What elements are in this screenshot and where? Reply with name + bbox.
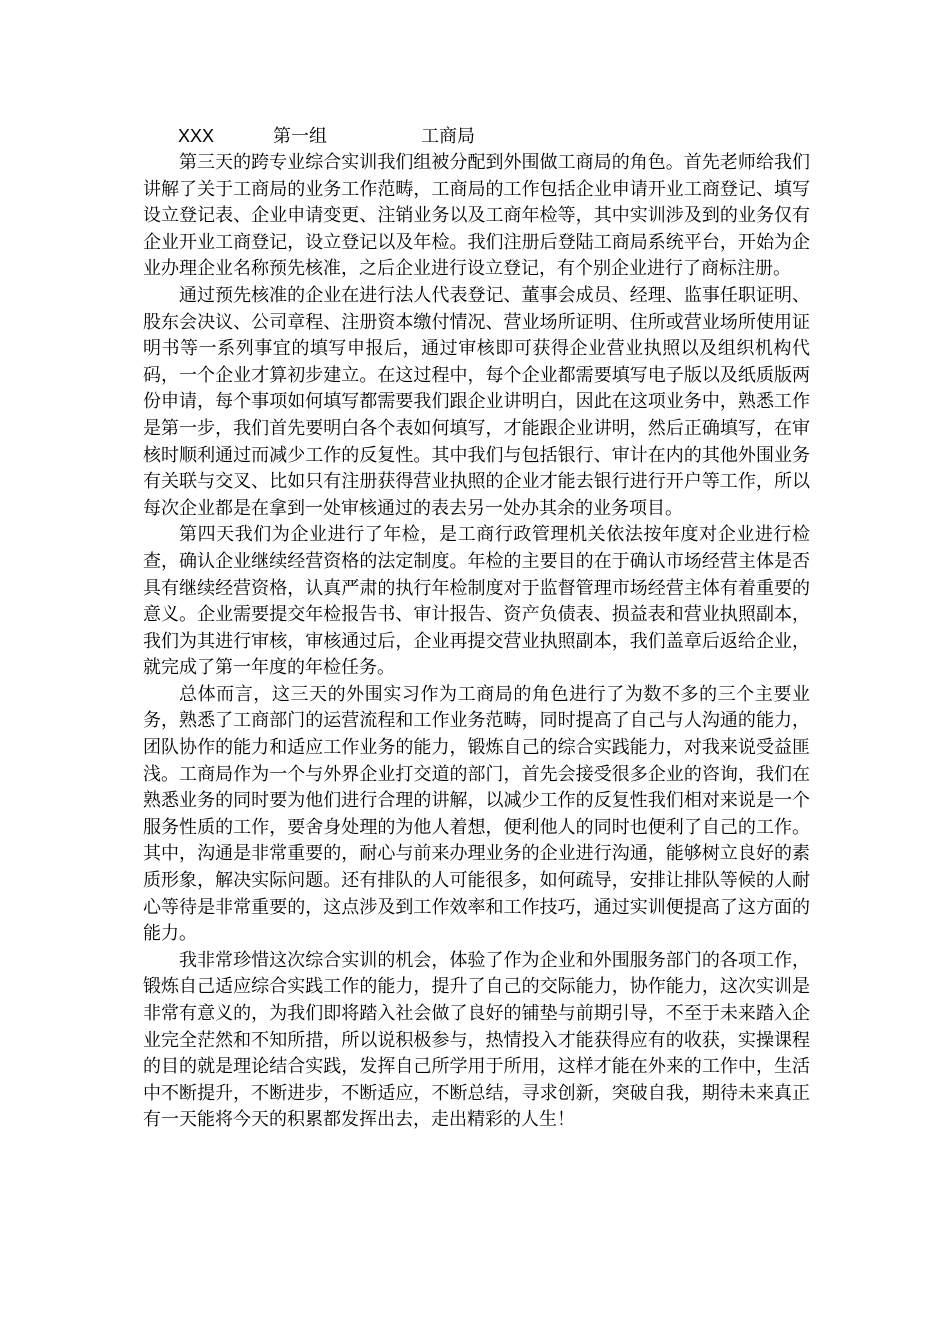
paragraph-summary: 总体而言，这三天的外围实习作为工商局的角色进行了为数不多的三个主要业务，熟悉了工商部门的运营流程和工作业务范畴，同时提高了自己与人沟通的能力，团队协作的能力和适应工作业务的能力，锻炼自己的综合实践能力，对我来说受益匪浅。工商局作为一个与外界企业打交道的部门，首先会接受很多企业的咨询，我们在熟悉业务的同时要为他们进行合理的讲解，以减少工作的反复性我们相对来说是一个服务性质的工作，要舍身处理的为他人着想，便利他人的同时也便利了自己的工作。其中，沟通是非常重要的，耐心与前来办理业务的企业进行沟通，能够树立良好的素质形象，解决实际问题。还有排队的人可能很多，如何疏导，安排让排队等候的人耐心等待是非常重要的，这点涉及到工作效率和工作技巧，通过实训便提高了这方面的能力。 <box>143 683 810 945</box>
document-header <box>143 123 810 150</box>
group-name: 第一组 <box>273 126 327 147</box>
document-body <box>143 123 810 1134</box>
paragraph-conclusion: 我非常珍惜这次综合实训的机会，体验了作为企业和外围服务部门的各项工作，锻炼自己适应综合实践工作的能力，提升了自己的交际能力，协作能力，这次实训是非常有意义的，为我们即将踏入社会做了良好的铺垫与前期引导，不至于未来踏入企业完全茫然和不知所措，所以说积极参与，热情投入才能获得应有的收获，实操课程的目的就是理论结合实践，发挥自己所学用于所用，这样才能在外来的工作中，生活中不断提升，不断进步，不断适应，不断总结，寻求创新，突破自我，期待未来真正有一天能将今天的积累都发挥出去，走出精彩的人生！ <box>143 949 810 1131</box>
paragraph-registration: 通过预先核准的企业在进行法人代表登记、董事会成员、经理、监事任职证明、股东会决议、公司章程、注册资本缴付情况、营业场所证明、住所或营业场所使用证明书等一系列事宜的填写申报后，通过审核即可获得企业营业执照以及组织机构代码，一个企业才算初步建立。在这过程中，每个企业都需要填写电子版以及纸质版两份申请，每个事项如何填写都需要我们跟企业讲明白，因此在这项业务中，熟悉工作是第一步，我们首先要明白各个表如何填写，才能跟企业讲明，然后正确填写，在审核时顺利通过而减少工作的反复性。其中我们与包括银行、审计在内的其他外围业务有关联与交叉、比如只有注册获得营业执照的企业才能去银行进行开户等工作，所以每次企业都是在拿到一处审核通过的表去另一处办其余的业务项目。 <box>143 284 810 519</box>
paragraph-day-three: 第三天的跨专业综合实训我们组被分配到外围做工商局的角色。首先老师给我们讲解了关于工商局的业务工作范畴，工商局的工作包括企业申请开业工商登记、填写设立登记表、企业申请变更、注销业务以及工商年检等，其中实训涉及到的业务仅有企业开业工商登记，设立登记以及年检。我们注册后登陆工商局系统平台，开始为企业办理企业名称预先核准，之后企业进行设立登记，有个别企业进行了商标注册。 <box>143 152 810 280</box>
paragraph-day-four: 第四天我们为企业进行了年检，是工商行政管理机关依法按年度对企业进行检查，确认企业继续经营资格的法定制度。年检的主要目的在于确认市场经营主体是否具有继续经营资格，认真严肃的执行年检制度对于监督管理市场经营主体有着重要的意义。企业需要提交年检报告书、审计报告、资产负债表、损益表和营业执照副本，我们为其进行审核，审核通过后，企业再提交营业执照副本，我们盖章后返给企业，就完成了第一年度的年检任务。 <box>143 524 810 679</box>
role-name: 工商局 <box>421 126 475 147</box>
author-name: XXX <box>178 126 215 146</box>
